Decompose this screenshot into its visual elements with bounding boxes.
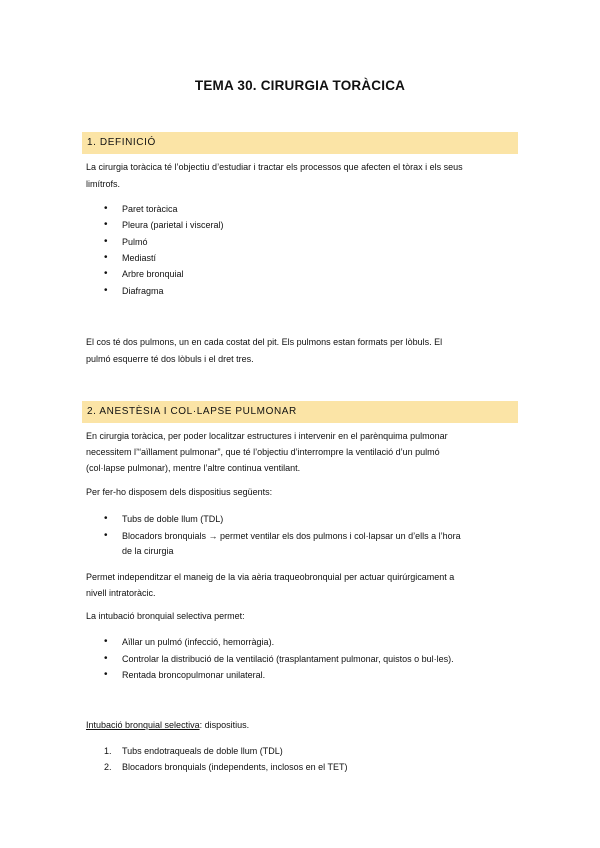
airway-line-2: nivell intratoràcic. xyxy=(86,588,156,598)
isolation-line-1: En cirurgia toràcica, per poder localitzar estructures i intervenir en el parènquima pulmonar xyxy=(86,431,448,441)
list-item: Pulmó xyxy=(122,237,148,247)
lungs-para-line-2: pulmó esquerre té dos lòbuls i el dret tres. xyxy=(86,354,254,364)
list-item: Arbre bronquial xyxy=(122,269,184,279)
bullet-icon: • xyxy=(104,636,108,647)
isolation-line-3: (col·lapse pulmonar), mentre l’altre continua ventilant. xyxy=(86,463,301,473)
isolation-line-2: necessitem l’“aïllament pulmonar”, que té l’objectiu d’interrompre la ventilació d’un pulmó xyxy=(86,447,440,457)
airway-line-1: Permet independitzar el maneig de la via aèria traqueobronquial per actuar quirúrgicament a xyxy=(86,572,455,582)
subheading-rest: : dispositius. xyxy=(199,720,250,730)
numbered-item: Tubs endotraqueals de doble llum (TDL) xyxy=(122,746,283,756)
list-item: Blocadors bronquials → permet ventilar els dos pulmons i col·lapsar un d’ells a l’hora xyxy=(122,531,461,541)
bullet-icon: • xyxy=(104,203,108,214)
list-item: Tubs de doble llum (TDL) xyxy=(122,514,224,524)
bullet-icon: • xyxy=(104,669,108,680)
section-heading-definicio: 1. DEFINICIÓ xyxy=(82,132,518,154)
intro-line-2: limítrofs. xyxy=(86,179,121,189)
numbered-item: Blocadors bronquials (independents, inclosos en el TET) xyxy=(122,762,348,772)
selective-intro: La intubació bronquial selectiva permet: xyxy=(86,611,245,621)
list-item: Controlar la distribució de la ventilació (trasplantament pulmonar, quistos o bul·les). xyxy=(122,654,454,664)
page-title: TEMA 30. CIRURGIA TORÀCICA xyxy=(194,78,406,93)
bullet-icon: • xyxy=(104,219,108,230)
list-item: Aïllar un pulmó (infecció, hemorràgia). xyxy=(122,637,275,647)
list-item-continuation: de la cirurgia xyxy=(122,546,174,556)
list-item: Rentada broncopulmonar unilateral. xyxy=(122,670,266,680)
bullet-icon: • xyxy=(104,653,108,664)
list-item: Diafragma xyxy=(122,286,164,296)
bullet-icon: • xyxy=(104,252,108,263)
section-heading-anestesia: 2. ANESTÈSIA I COL·LAPSE PULMONAR xyxy=(82,401,518,423)
bullet-icon: • xyxy=(104,530,108,541)
subheading-underlined: Intubació bronquial selectiva xyxy=(86,720,200,730)
list-number: 1. xyxy=(104,746,112,756)
list-item: Paret toràcica xyxy=(122,204,178,214)
list-item: Mediastí xyxy=(122,253,157,263)
bullet-icon: • xyxy=(104,236,108,247)
bullet-icon: • xyxy=(104,285,108,296)
subheading-devices xyxy=(86,717,516,734)
bullet-icon: • xyxy=(104,513,108,524)
bullet-icon: • xyxy=(104,268,108,279)
lungs-para-line-1: El cos té dos pulmons, un en cada costat del pit. Els pulmons estan formats per lòbuls. El xyxy=(86,337,443,347)
devices-intro: Per fer-ho disposem dels dispositius següents: xyxy=(86,487,273,497)
list-number: 2. xyxy=(104,762,112,772)
intro-line-1: La cirurgia toràcica té l’objectiu d’estudiar i tractar els processos que afecten el tòrax i els seus xyxy=(86,162,463,172)
list-item: Pleura (parietal i visceral) xyxy=(122,220,224,230)
